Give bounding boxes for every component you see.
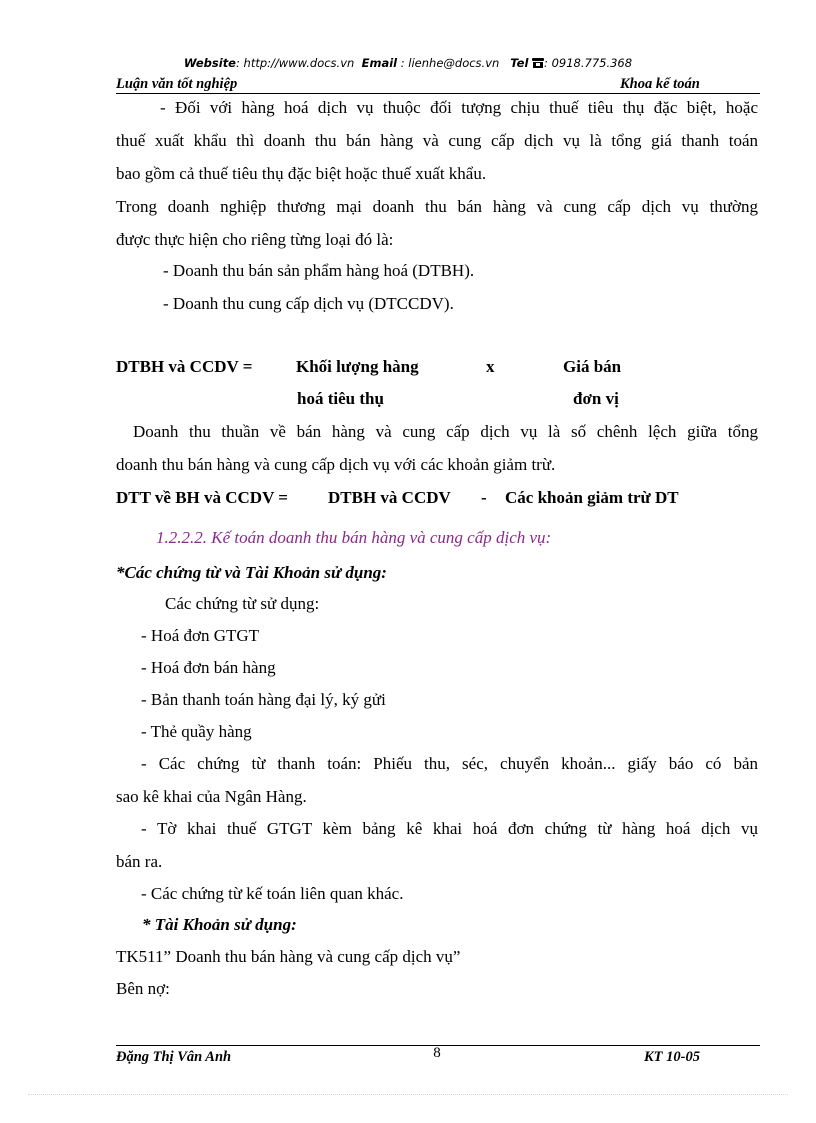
paragraph-net-revenue-line-1: Doanh thu thuần về bán hàng và cung cấp dịch vụ là số chênh lệch giữa tổng: [133, 422, 758, 441]
formula-dtbh-lhs: DTBH và CCDV =: [116, 357, 253, 376]
email-label: Email: [361, 56, 398, 70]
doc-item-counter-card: - Thẻ quầy hàng: [141, 722, 252, 741]
formula-dtbh-price-cont: đơn vị: [573, 389, 619, 408]
list-item-dtccdv: - Doanh thu cung cấp dịch vụ (DTCCDV).: [163, 294, 454, 313]
website-url[interactable]: : http://www.docs.vn: [236, 56, 355, 70]
site-contact-bar: [0, 56, 816, 72]
header-department: Khoa kế toán: [620, 76, 700, 92]
formula-net-operator: -: [481, 488, 487, 507]
paragraph-excise-line-1: - Đối với hàng hoá dịch vụ thuộc đối tượng chịu thuế tiêu thụ đặc biệt, hoặc: [160, 98, 758, 117]
doc-item-sales-invoice: - Hoá đơn bán hàng: [141, 658, 276, 677]
formula-dtbh-quantity-cont: hoá tiêu thụ: [297, 389, 384, 408]
subsection-heading: 1.2.2.2. Kế toán doanh thu bán hàng và cung cấp dịch vụ:: [156, 528, 552, 547]
footer-author: Đặng Thị Vân Anh: [116, 1049, 232, 1065]
doc-item-payment-line-1: - Các chứng từ thanh toán: Phiếu thu, séc, chuyển khoản... giấy báo có bản: [141, 754, 758, 773]
page-number: 8: [433, 1045, 441, 1061]
debit-side-label: Bên nợ:: [116, 979, 170, 998]
formula-net-deductions: Các khoản giảm trừ DT: [505, 488, 679, 507]
formula-dtbh-price: Giá bán: [563, 357, 622, 376]
formula-dtbh-quantity: Khối lượng hàng: [296, 357, 419, 376]
phone-icon: [532, 57, 544, 72]
formula-net-gross: DTBH và CCDV: [328, 488, 451, 507]
header-thesis-title: Luận văn tốt nghiệp: [116, 76, 238, 92]
footer-class-code: KT 10-05: [644, 1049, 700, 1065]
page-bottom-dotted-line: [28, 1094, 788, 1095]
paragraph-commerce-line-1: Trong doanh nghiệp thương mại doanh thu bán hàng và cung cấp dịch vụ thường: [116, 197, 758, 216]
doc-item-vat-return-line-2: bán ra.: [116, 852, 163, 871]
paragraph-net-revenue-line-2: doanh thu bán hàng và cung cấp dịch vụ với các khoản giảm trừ.: [116, 455, 556, 474]
documents-heading: *Các chứng từ và Tài Khoản sử dụng:: [116, 563, 387, 582]
account-tk511: TK511” Doanh thu bán hàng và cung cấp dịch vụ”: [116, 947, 461, 966]
tel-label: Tel: [510, 56, 529, 70]
paragraph-excise-line-3: bao gồm cả thuế tiêu thụ đặc biệt hoặc thuế xuất khẩu.: [116, 164, 487, 183]
accounts-heading: * Tài Khoản sử dụng:: [142, 915, 297, 934]
doc-item-agency-settlement: - Bản thanh toán hàng đại lý, ký gửi: [141, 690, 386, 709]
tel-value: : 0918.775.368: [544, 56, 633, 70]
paragraph-commerce-line-2: được thực hiện cho riêng từng loại đó là:: [116, 230, 394, 249]
doc-item-vat-invoice: - Hoá đơn GTGT: [141, 626, 260, 645]
list-item-dtbh: - Doanh thu bán sản phẩm hàng hoá (DTBH).: [163, 261, 475, 280]
formula-dtbh-operator: x: [486, 357, 495, 376]
website-label: Website: [183, 56, 236, 70]
doc-item-payment-line-2: sao kê khai của Ngân Hàng.: [116, 787, 307, 806]
formula-net-lhs: DTT về BH và CCDV =: [116, 488, 288, 507]
doc-item-other: - Các chứng từ kế toán liên quan khác.: [141, 884, 404, 903]
paragraph-excise-line-2: thuế xuất khẩu thì doanh thu bán hàng và cung cấp dịch vụ là tổng giá thanh toán: [116, 131, 758, 150]
documents-intro: Các chứng từ sử dụng:: [165, 594, 320, 613]
email-value[interactable]: : lienhe@docs.vn: [400, 56, 500, 70]
doc-item-vat-return-line-1: - Tờ khai thuế GTGT kèm bảng kê khai hoá đơn chứng từ hàng hoá dịch vụ: [141, 819, 758, 838]
header-rule: [116, 93, 760, 94]
